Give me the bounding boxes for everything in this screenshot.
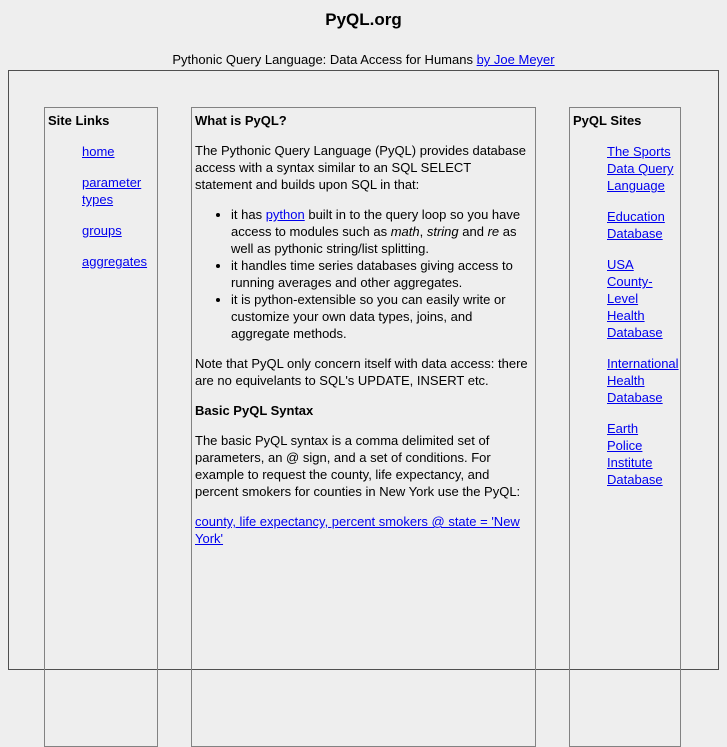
nav-item bbox=[82, 222, 153, 239]
intro-paragraph: The Pythonic Query Language (PyQL) provides database access with a syntax similar to an SQL SELECT statement and builds upon SQL in that: bbox=[195, 143, 526, 192]
python-link[interactable]: python bbox=[265, 207, 305, 222]
pyql-sites-panel bbox=[569, 107, 681, 747]
site-link-international-health[interactable]: International Health Database bbox=[607, 356, 679, 405]
feature-item-timeseries: • it handles time series databases giving access to running averages and other aggregates. bbox=[231, 257, 531, 291]
site-link-aggregates[interactable]: aggregates bbox=[82, 254, 148, 269]
site-link-education-database[interactable]: Education Database bbox=[607, 209, 665, 241]
feature-list bbox=[195, 206, 531, 342]
nav-item bbox=[607, 143, 676, 194]
author-link[interactable]: by Joe Meyer bbox=[476, 52, 555, 67]
main-panel bbox=[191, 107, 536, 747]
site-links-panel bbox=[44, 107, 158, 747]
nav-item bbox=[82, 143, 153, 160]
site-link-sports-data-query[interactable]: The Sports Data Query Language bbox=[607, 144, 674, 193]
subtitle-text: Pythonic Query Language: Data Access for Humans bbox=[172, 52, 477, 67]
content-frame bbox=[8, 70, 719, 670]
site-links-header: Site Links bbox=[48, 113, 110, 128]
site-link-usa-county-health[interactable]: USA County-Level Health Database bbox=[607, 257, 663, 340]
pyql-sites-header: PyQL Sites bbox=[573, 113, 642, 128]
nav-item bbox=[82, 253, 153, 270]
nav-item bbox=[82, 174, 153, 208]
nav-item bbox=[607, 256, 676, 341]
example-query-link[interactable]: county, life expectancy, percent smokers @ state = 'New York' bbox=[195, 514, 520, 546]
site-link-groups[interactable]: groups bbox=[82, 223, 122, 238]
feature-item-extensible: • it is python-extensible so you can easily write or customize your own data types, joins, and aggregate methods. bbox=[231, 291, 531, 342]
note-paragraph: Note that PyQL only concern itself with data access: there are no equivelants to SQL's UPDATE, INSERT etc. bbox=[195, 356, 528, 388]
syntax-paragraph: The basic PyQL syntax is a comma delimited set of parameters, an @ sign, and a set of conditions. For example to request the county, life expectancy, and percent smokers for counties in New York use the PyQL: bbox=[195, 433, 521, 499]
page-subtitle bbox=[0, 51, 727, 68]
feature-item-python: • it has python built in to the query loop so you have access to modules such as math, string and re as well as pythonic string/list splitting. bbox=[231, 206, 531, 257]
nav-item bbox=[607, 208, 676, 242]
basic-syntax-header: Basic PyQL Syntax bbox=[195, 403, 314, 418]
nav-item bbox=[607, 355, 679, 406]
example-paragraph bbox=[195, 513, 531, 547]
what-is-pyql-header: What is PyQL? bbox=[195, 113, 287, 128]
page-title: PyQL.org bbox=[325, 10, 402, 29]
site-link-earth-police[interactable]: Earth Police Institute Database bbox=[607, 421, 663, 487]
site-link-parameter-types[interactable]: parameter types bbox=[82, 175, 142, 207]
site-link-home[interactable]: home bbox=[82, 144, 115, 159]
nav-item bbox=[607, 420, 676, 488]
